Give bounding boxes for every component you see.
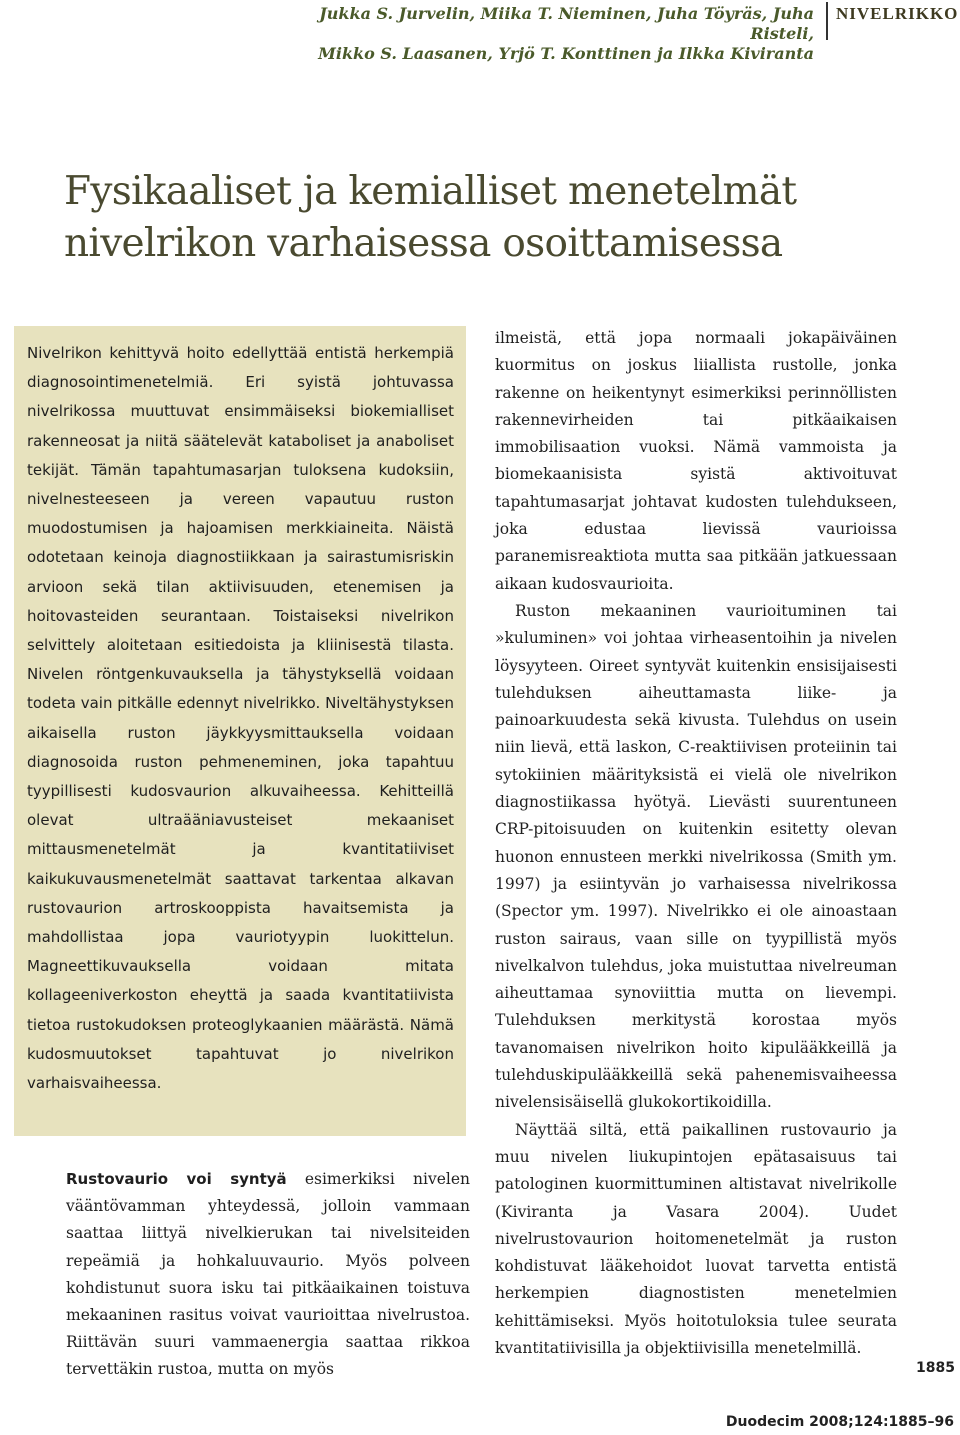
- title-line-2: nivelrikon varhaisessa osoittamisessa: [64, 221, 783, 266]
- abstract-text: Nivelrikon kehittyvä hoito edellyttää entistä herkempiä diagnosointimenetelmiä. Eri syistä johtuvassa nivelrikossa muuttuvat ensimmäiseksi biokemialliset rakenneosat ja niitä säätelevät kataboliset ja anaboliset tekijät. Tämän tapahtumasarjan tuloksena kudoksiin, nivelnesteeseen ja vereen vapautuu ruston muodostumisen ja hajoamisen merkkiaineita. Näistä odotetaan keinoja diagnostiikkaan ja sairastumisriskin arvioon sekä tilan aktiivisuuden, etenemisen ja hoitovasteiden seurantaan. Toistaiseksi nivelrikon selvittely aloitetaan esitiedoista ja kliinisestä tilasta. Nivelen röntgenkuvauksella ja tähystyksellä voidaan todeta vain pitkälle edennyt nivelrikko. Niveltähystyksen aikaisella ruston jäykkyysmittauksella voidaan diagnosoida ruston pehmeneminen, joka tapahtuu tyypillisesti kudosvaurion alkuvaiheessa. Kehitteillä olevat ultraääniavusteiset mekaaniset mittausmenetelmät ja kvantitatiiviset kaikukuvausmenetelmät saattavat tarkentaa alkavan rustovaurion artroskooppista havaitsemista ja mahdollistaa jopa vauriotyypin luokittelun. Magneettikuvauksella voidaan mitata kollageeniverkoston eheyttä ja saada kvantitatiivista tietoa rustokudoksen proteoglykaanien määrästä. Nämä kudosmuutokset tapahtuvat jo nivelrikon varhaisvaiheessa.: [27, 344, 454, 1093]
- right-paragraph-1: ilmeistä, että jopa normaali jokapäiväinen kuormitus on joskus liiallista rustolle, jonka rakenne on heikentynyt esimerkiksi perinnöllisten rakennevirheiden tai pitkäaikaisen immobilisaation vuoksi. Nämä vammoista ja biomekaanisista syistä aktivoituvat tapahtumasarjat johtavat kudosten tulehdukseen, joka edustaa lievissä vaurioissa paranemisreaktiota mutta saa pitkään jatkuessaan aikaan kudosvaurioita.: [495, 329, 897, 593]
- author-list: [294, 4, 814, 64]
- journal-citation: Duodecim 2008;124:1885–96: [725, 1414, 954, 1430]
- right-paragraph-2: Ruston mekaaninen vaurioituminen tai »kuluminen» voi johtaa virheasentoihin ja nivelen löysyyteen. Oireet syntyvät kuitenkin ensisijaisesti tulehduksen aiheuttamasta liike- ja painoarkuudesta sekä kivusta. Tulehdus on usein niin lievä, että laskon, C-reaktiivisen proteiinin tai sytokiinien määrityksistä ei vielä ole nivelrikon diagnostiikassa hyötyä. Lievästi suurentuneen CRP-pitoisuuden on kuitenkin esitetty olevan huonon ennusteen merkki nivelrikossa (Smith ym. 1997) ja esiintyvän jo varhaisessa nivelrikossa (Spector ym. 1997). Nivelrikko ei ole ainoastaan ruston sairaus, vaan sille on tyypillistä myös nivelkalvon tulehdus, joka muistuttaa nivelreuman aiheuttamaa synoviittia mutta on lievempi. Tulehduksen merkitystä korostaa myös tavanomaisen nivelrikon hoito kipulääkkeillä ja tulehduskipulääkkeillä sekä pahenemisvaiheessa nivelensisäisellä glukokortikoidilla.: [495, 601, 897, 1112]
- author-line-1: Jukka S. Jurvelin, Miika T. Nieminen, Juha Töyräs, Juha Risteli,: [319, 4, 814, 43]
- page-number: 1885: [916, 1360, 955, 1376]
- left-column: [66, 1166, 470, 1384]
- article-title: [64, 166, 864, 270]
- author-line-2: Mikko S. Laasanen, Yrjö T. Konttinen ja Ilkka Kiviranta: [318, 44, 814, 63]
- section-label: NIVELRIKKO: [836, 4, 959, 23]
- left-paragraph: [66, 1166, 470, 1384]
- header-divider: [826, 2, 828, 40]
- lead-in-heading: Rustovaurio voi syntyä: [66, 1170, 287, 1188]
- right-column: [495, 325, 897, 1362]
- left-paragraph-text: esimerkiksi nivelen vääntövamman yhteydessä, jolloin vammaan saattaa liittyä nivelkierukan tai nivelsiteiden repeämiä ja hohkaluuvaurio. Myös polveen kohdistunut suora isku tai pitkäaikainen toistuva mekaaninen rasitus voivat vaurioittaa nivelrustoa. Riittävän suuri vammaenergia saattaa rikkoa tervettäkin rustoa, mutta on myös: [66, 1170, 470, 1379]
- title-line-1: Fysikaaliset ja kemialliset menetelmät: [64, 169, 797, 214]
- abstract-box: [14, 326, 466, 1136]
- right-paragraph-3: Näyttää siltä, että paikallinen rustovaurio ja muu nivelen liukupintojen epätasaisuus tai patologinen kuormittuminen altistavat nivelrikolle (Kiviranta ja Vasara 2004). Uudet nivelrustovaurion hoitomenetelmät ja ruston kohdistuvat lääkehoidot luovat tarvetta entistä herkempien diagnostisten menetelmien kehittämiseksi. Myös hoitotuloksia tulee seurata kvantitatiivisilla ja objektiivisilla menetelmillä.: [495, 1120, 897, 1357]
